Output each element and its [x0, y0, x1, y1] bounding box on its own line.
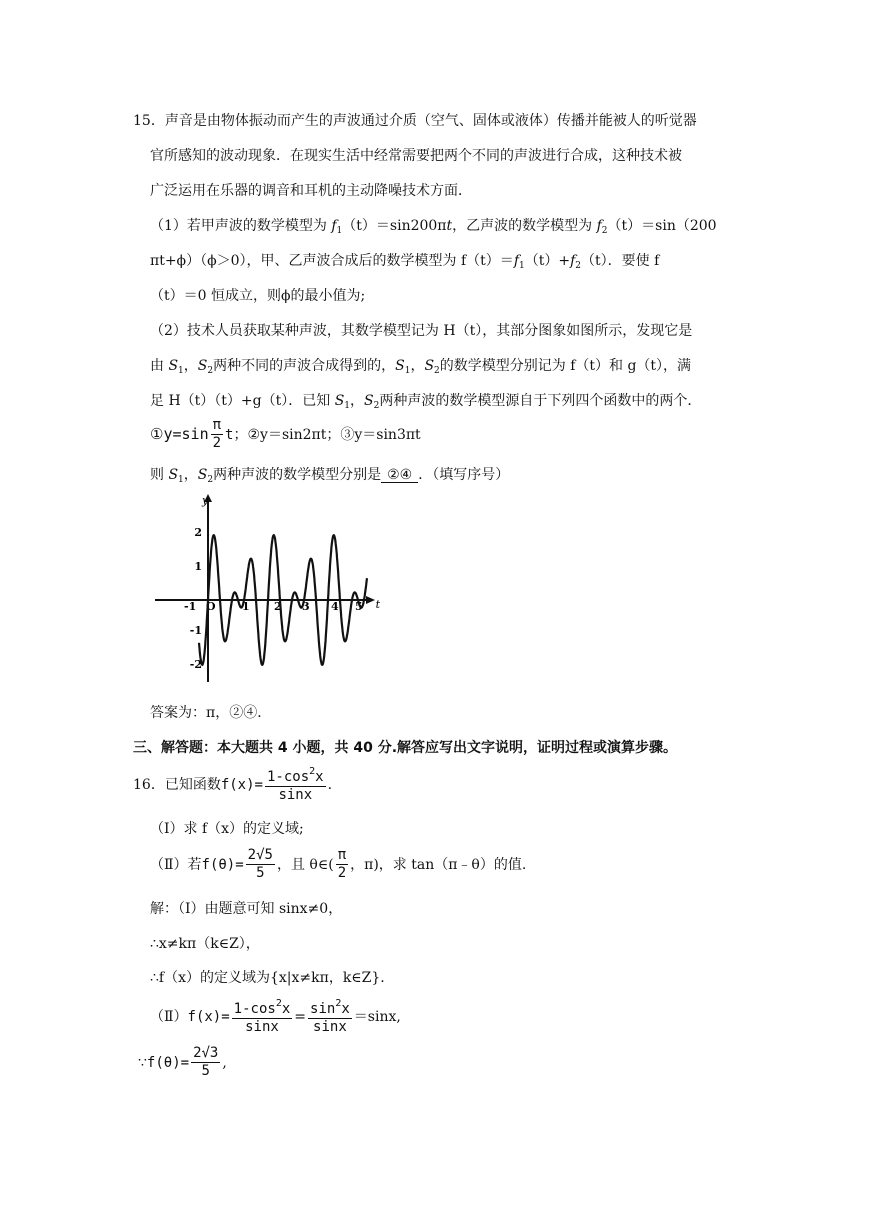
text: ,	[222, 1054, 227, 1071]
q15-fill-line	[150, 468, 509, 485]
text: ．（填写序号）	[418, 467, 510, 483]
text: 16．已知函数	[133, 776, 221, 793]
text: sinx	[245, 1019, 279, 1036]
text: ，	[183, 467, 198, 483]
fraction	[246, 848, 275, 882]
text: t；	[225, 426, 248, 443]
text: 1	[336, 226, 343, 236]
text: ＝sinx,	[353, 1008, 401, 1025]
text: S	[364, 393, 374, 409]
q15-line3: 广泛运用在乐器的调音和耳机的主动降噪技术方面．	[150, 183, 472, 199]
text: 1	[519, 261, 525, 271]
tick-x-1: 1	[242, 600, 250, 613]
tick-x-3: 3	[302, 600, 310, 613]
text: 1-cos	[266, 769, 310, 785]
text: ，π)，求 tan（π﹣θ）的值.	[350, 856, 527, 873]
text: ，	[350, 393, 365, 409]
tick-y-neg1: -1	[189, 624, 202, 637]
numerator	[232, 998, 293, 1019]
text: f	[570, 253, 576, 269]
text: π	[336, 848, 348, 865]
text: ，	[183, 358, 198, 374]
text: πt+ϕ）（ϕ＞0），甲、乙声波合成后的数学模型为 f（t）＝	[150, 253, 514, 269]
text: ①y=sin	[150, 424, 209, 443]
q15-part1-line2	[150, 254, 659, 271]
text: f	[331, 218, 337, 234]
tick-x-2: 2	[274, 600, 282, 613]
text: π	[211, 418, 223, 435]
text: 2√3	[191, 1046, 220, 1063]
text: 足 H（t）（t）+g（t）．已知	[150, 393, 335, 409]
q15-line2: 官所感知的波动现象．在现实生活中经常需要把两个不同的声波进行合成，这种技术被	[150, 148, 682, 164]
text: 2	[373, 401, 380, 411]
text: S	[197, 358, 208, 374]
q16-part1: （Ⅰ）求 f（x）的定义域;	[150, 821, 304, 837]
text: S	[395, 358, 405, 374]
text: 1	[404, 366, 411, 376]
text: 则	[150, 467, 169, 483]
wave-graph	[150, 492, 380, 692]
q15-part2-line2	[150, 359, 691, 376]
text: 2	[207, 366, 214, 376]
text: 2	[309, 766, 316, 777]
text: （t）＝sin200π	[342, 218, 447, 234]
q15-part1-line1	[150, 219, 717, 236]
text: （Ⅱ）	[150, 1008, 188, 1025]
text: 5	[256, 865, 265, 882]
q15-part1-line3: （t）＝0 恒成立，则ϕ的最小值为;	[150, 288, 366, 304]
q15-answer: 答案为：π，②④．	[150, 705, 272, 721]
tick-y-neg2: -2	[189, 658, 202, 671]
text: 由	[150, 358, 169, 374]
q16-sol5	[138, 1046, 227, 1080]
section3-heading: 三、解答题：本大题共 4 小题，共 40 分.解答应写出文字说明，证明过程或演算步骤。	[133, 740, 678, 756]
text: f	[596, 218, 602, 234]
text: （Ⅱ）若	[150, 856, 202, 873]
fraction	[336, 848, 348, 882]
text: 的数学模型分别记为 f（t）和 g（t），满	[439, 358, 692, 374]
q16-sol1: 解：（Ⅰ）由题意可知 sinx≠0，	[150, 901, 343, 917]
text: S	[197, 467, 208, 483]
text: 2	[575, 261, 582, 271]
text: ，	[410, 358, 425, 374]
text: sinx	[278, 787, 313, 804]
tick-x-origin: O	[206, 600, 216, 613]
text: x	[315, 769, 324, 785]
text: （1）若甲声波的数学模型为	[150, 218, 332, 234]
text: f(θ)=	[201, 856, 244, 873]
text: S	[334, 393, 345, 409]
t-label: t	[375, 598, 380, 611]
q16-sol4: （Ⅱ）f(x)= $\frac{1-\cos^2x}{\sin x}$ = $\frac{\sin^2x}{\sin x}$ ＝sinx,	[150, 998, 401, 1036]
fraction	[232, 998, 293, 1036]
q15-part2-line3	[150, 394, 701, 411]
text: sinx	[313, 1019, 347, 1036]
text: x	[341, 1001, 350, 1017]
text: x	[281, 1001, 291, 1017]
q16-intro: 16．已知函数f(x)= $\frac{1-\cos^2x}{\sin x}$ .	[133, 766, 333, 804]
text: 2	[337, 865, 347, 882]
text: 两种声波的数学模型源自于下列四个函数中的两个．	[379, 393, 702, 409]
fraction	[211, 418, 223, 452]
text: 2	[601, 226, 608, 236]
tick-x-5: 5	[355, 600, 363, 613]
tick-x-4: 4	[331, 600, 339, 613]
q16-part2	[150, 848, 526, 882]
text: S	[168, 467, 179, 483]
text: ∵	[138, 1054, 147, 1071]
tick-y-2: 2	[194, 526, 202, 539]
text: f(x)=	[187, 1008, 230, 1025]
y-label: y	[202, 494, 209, 507]
numerator	[265, 766, 326, 787]
text: f	[513, 253, 519, 269]
text: f(x)=	[220, 776, 263, 793]
text: 2	[207, 475, 214, 485]
text: 1	[178, 366, 184, 376]
text: ，且 θ∈(	[276, 856, 334, 873]
text: （t）＝sin（200	[607, 218, 717, 234]
t-arrow	[366, 596, 375, 604]
answer-blank: ②④	[381, 468, 418, 483]
q16-sol2: ∴x≠kπ（k∈Z），	[150, 936, 260, 952]
text: 5	[201, 1063, 210, 1080]
fraction	[191, 1046, 220, 1080]
fraction	[265, 766, 326, 804]
text: f(θ)=	[146, 1054, 190, 1071]
text: 2	[275, 998, 282, 1009]
text: 1	[178, 475, 184, 485]
tick-x-neg1: -1	[184, 600, 197, 613]
q16-sol3: ∴f（x）的定义域为{x|x≠kπ，k∈Z}.	[150, 970, 385, 986]
q15-part2-line1: （2）技术人员获取某种声波，其数学模型记为 H（t），其部分图象如图所示，发现它是	[150, 323, 693, 339]
text: ②y＝sin2πt；③y＝sin3πt	[247, 426, 421, 443]
text: （t）．要使 f	[581, 253, 660, 269]
text: S	[168, 358, 179, 374]
text: ，乙声波的数学模型为	[452, 218, 597, 234]
q15-line1: 15．声音是由物体振动而产生的声波通过介质（空气、固体或液体）传播并能被人的听觉器	[133, 113, 697, 129]
text: 2	[212, 435, 222, 452]
text: t	[446, 218, 453, 234]
text: sin	[310, 1001, 336, 1017]
q15-options	[150, 418, 421, 452]
text: 1	[344, 401, 351, 411]
text: 1-cos	[233, 1001, 276, 1017]
numerator	[308, 998, 352, 1019]
text: 两种不同的声波合成得到的，	[213, 358, 396, 374]
text: （t）+	[524, 253, 571, 269]
text: 2	[335, 998, 342, 1009]
tick-y-1: 1	[194, 560, 202, 573]
text: 2	[434, 366, 440, 376]
text: 2√5	[246, 848, 275, 865]
fraction	[308, 998, 352, 1036]
text: S	[424, 358, 435, 374]
text: 两种声波的数学模型分别是	[213, 467, 382, 483]
